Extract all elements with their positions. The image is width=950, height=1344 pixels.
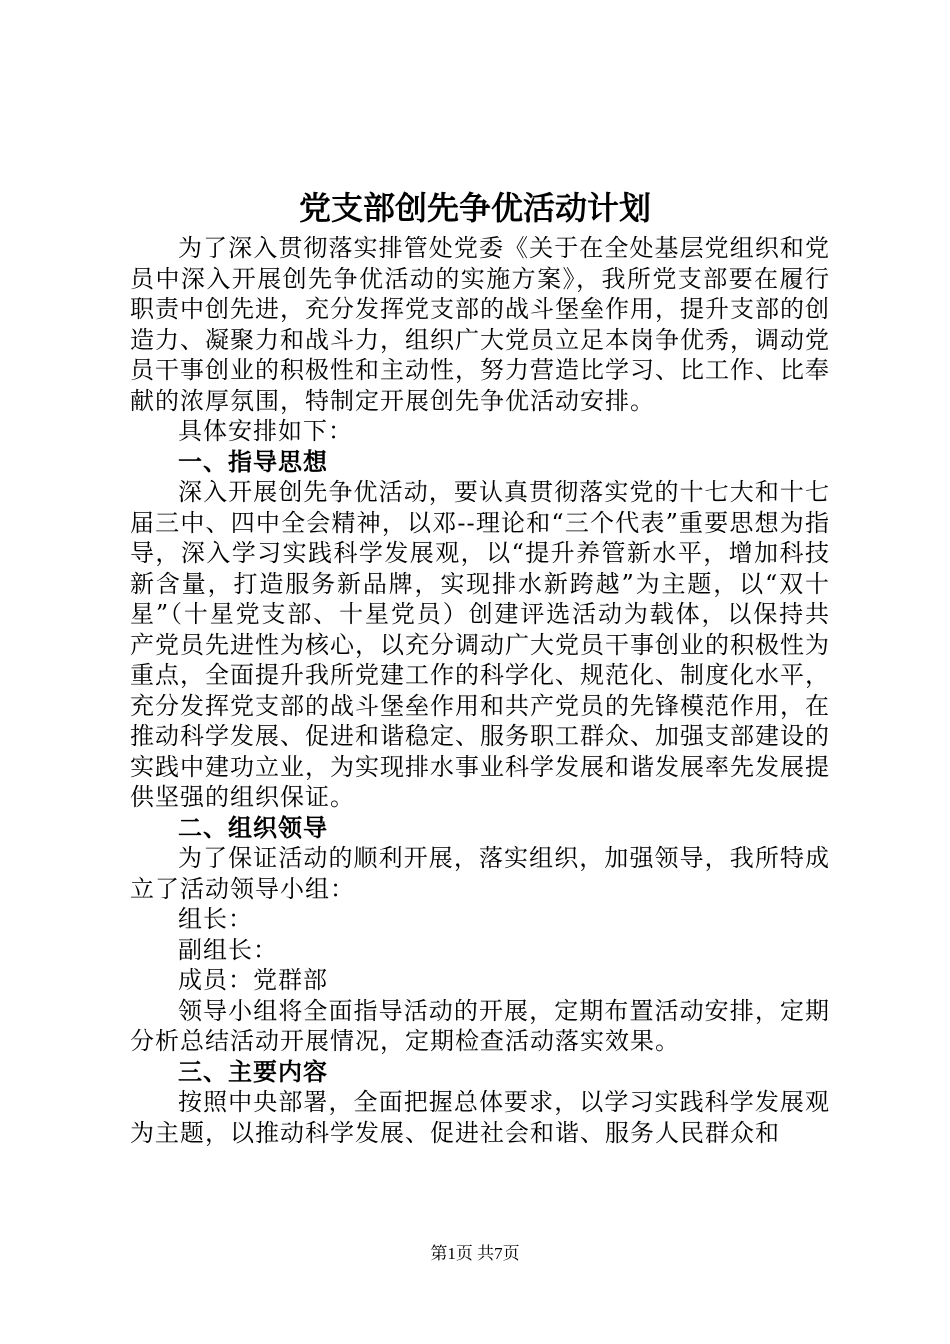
document-body [130,233,830,1148]
main-content-paragraph: 按照中央部署，全面把握总体要求，以学习实践科学发展观为主题，以推动科学发展、促进社会和谐、服务人民群众和 [130,1088,830,1147]
section-heading-guiding-thought: 一、指导思想 [178,447,328,476]
arrangement-intro: 具体安排如下： [178,417,353,445]
leadership-duty-paragraph: 领导小组将全面指导活动的开展，定期布置活动安排，定期分析总结活动开展情况，定期检查活动落实效果。 [130,996,830,1055]
intro-paragraph: 为了深入贯彻落实排管处党委《关于在全处基层党组织和党员中深入开展创先争优活动的实施方案》，我所党支部要在履行职责中创先进，充分发挥党支部的战斗堡垒作用，提升支部的创造力、凝聚力和战斗力，组织广大党员立足本岗争优秀，调动党员干事创业的积极性和主动性，努力营造比学习、比工作、比奉献的浓厚氛围，特制定开展创先争优活动安排。 [130,234,830,415]
group-leader-line: 组长： [178,905,253,933]
members-line: 成员：党群部 [178,966,328,994]
deputy-leader-line: 副组长： [178,935,278,964]
section-heading-main-content: 三、主要内容 [178,1057,328,1086]
organization-paragraph: 为了保证活动的顺利开展，落实组织，加强领导，我所特成立了活动领导小组： [130,844,830,903]
page-number-footer: 第1页 共7页 [430,1244,520,1263]
document-title: 党支部创先争优活动计划 [298,189,651,227]
guiding-thought-paragraph: 深入开展创先争优活动，要认真贯彻落实党的十七大和十七届三中、四中全会精神，以邓--理论和“三个代表”重要思想为指导，深入学习实践科学发展观，以“提升养管新水平，增加科技新含量，打造服务新品牌，实现排水新跨越”为主题，以“双十星”（十星党支部、十星党员）创建评选活动为载体，以保持共产党员先进性为核心，以充分调动广大党员干事创业的积极性为重点，全面提升我所党建工作的科学化、规范化、制度化水平，充分发挥党支部的战斗堡垒作用和共产党员的先锋模范作用，在推动科学发展、促进和谐稳定、服务职工群众、加强支部建设的实践中建功立业，为实现排水事业科学发展和谐发展率先发展提供坚强的组织保证。 [130,478,830,811]
section-heading-organization: 二、组织领导 [178,813,328,842]
